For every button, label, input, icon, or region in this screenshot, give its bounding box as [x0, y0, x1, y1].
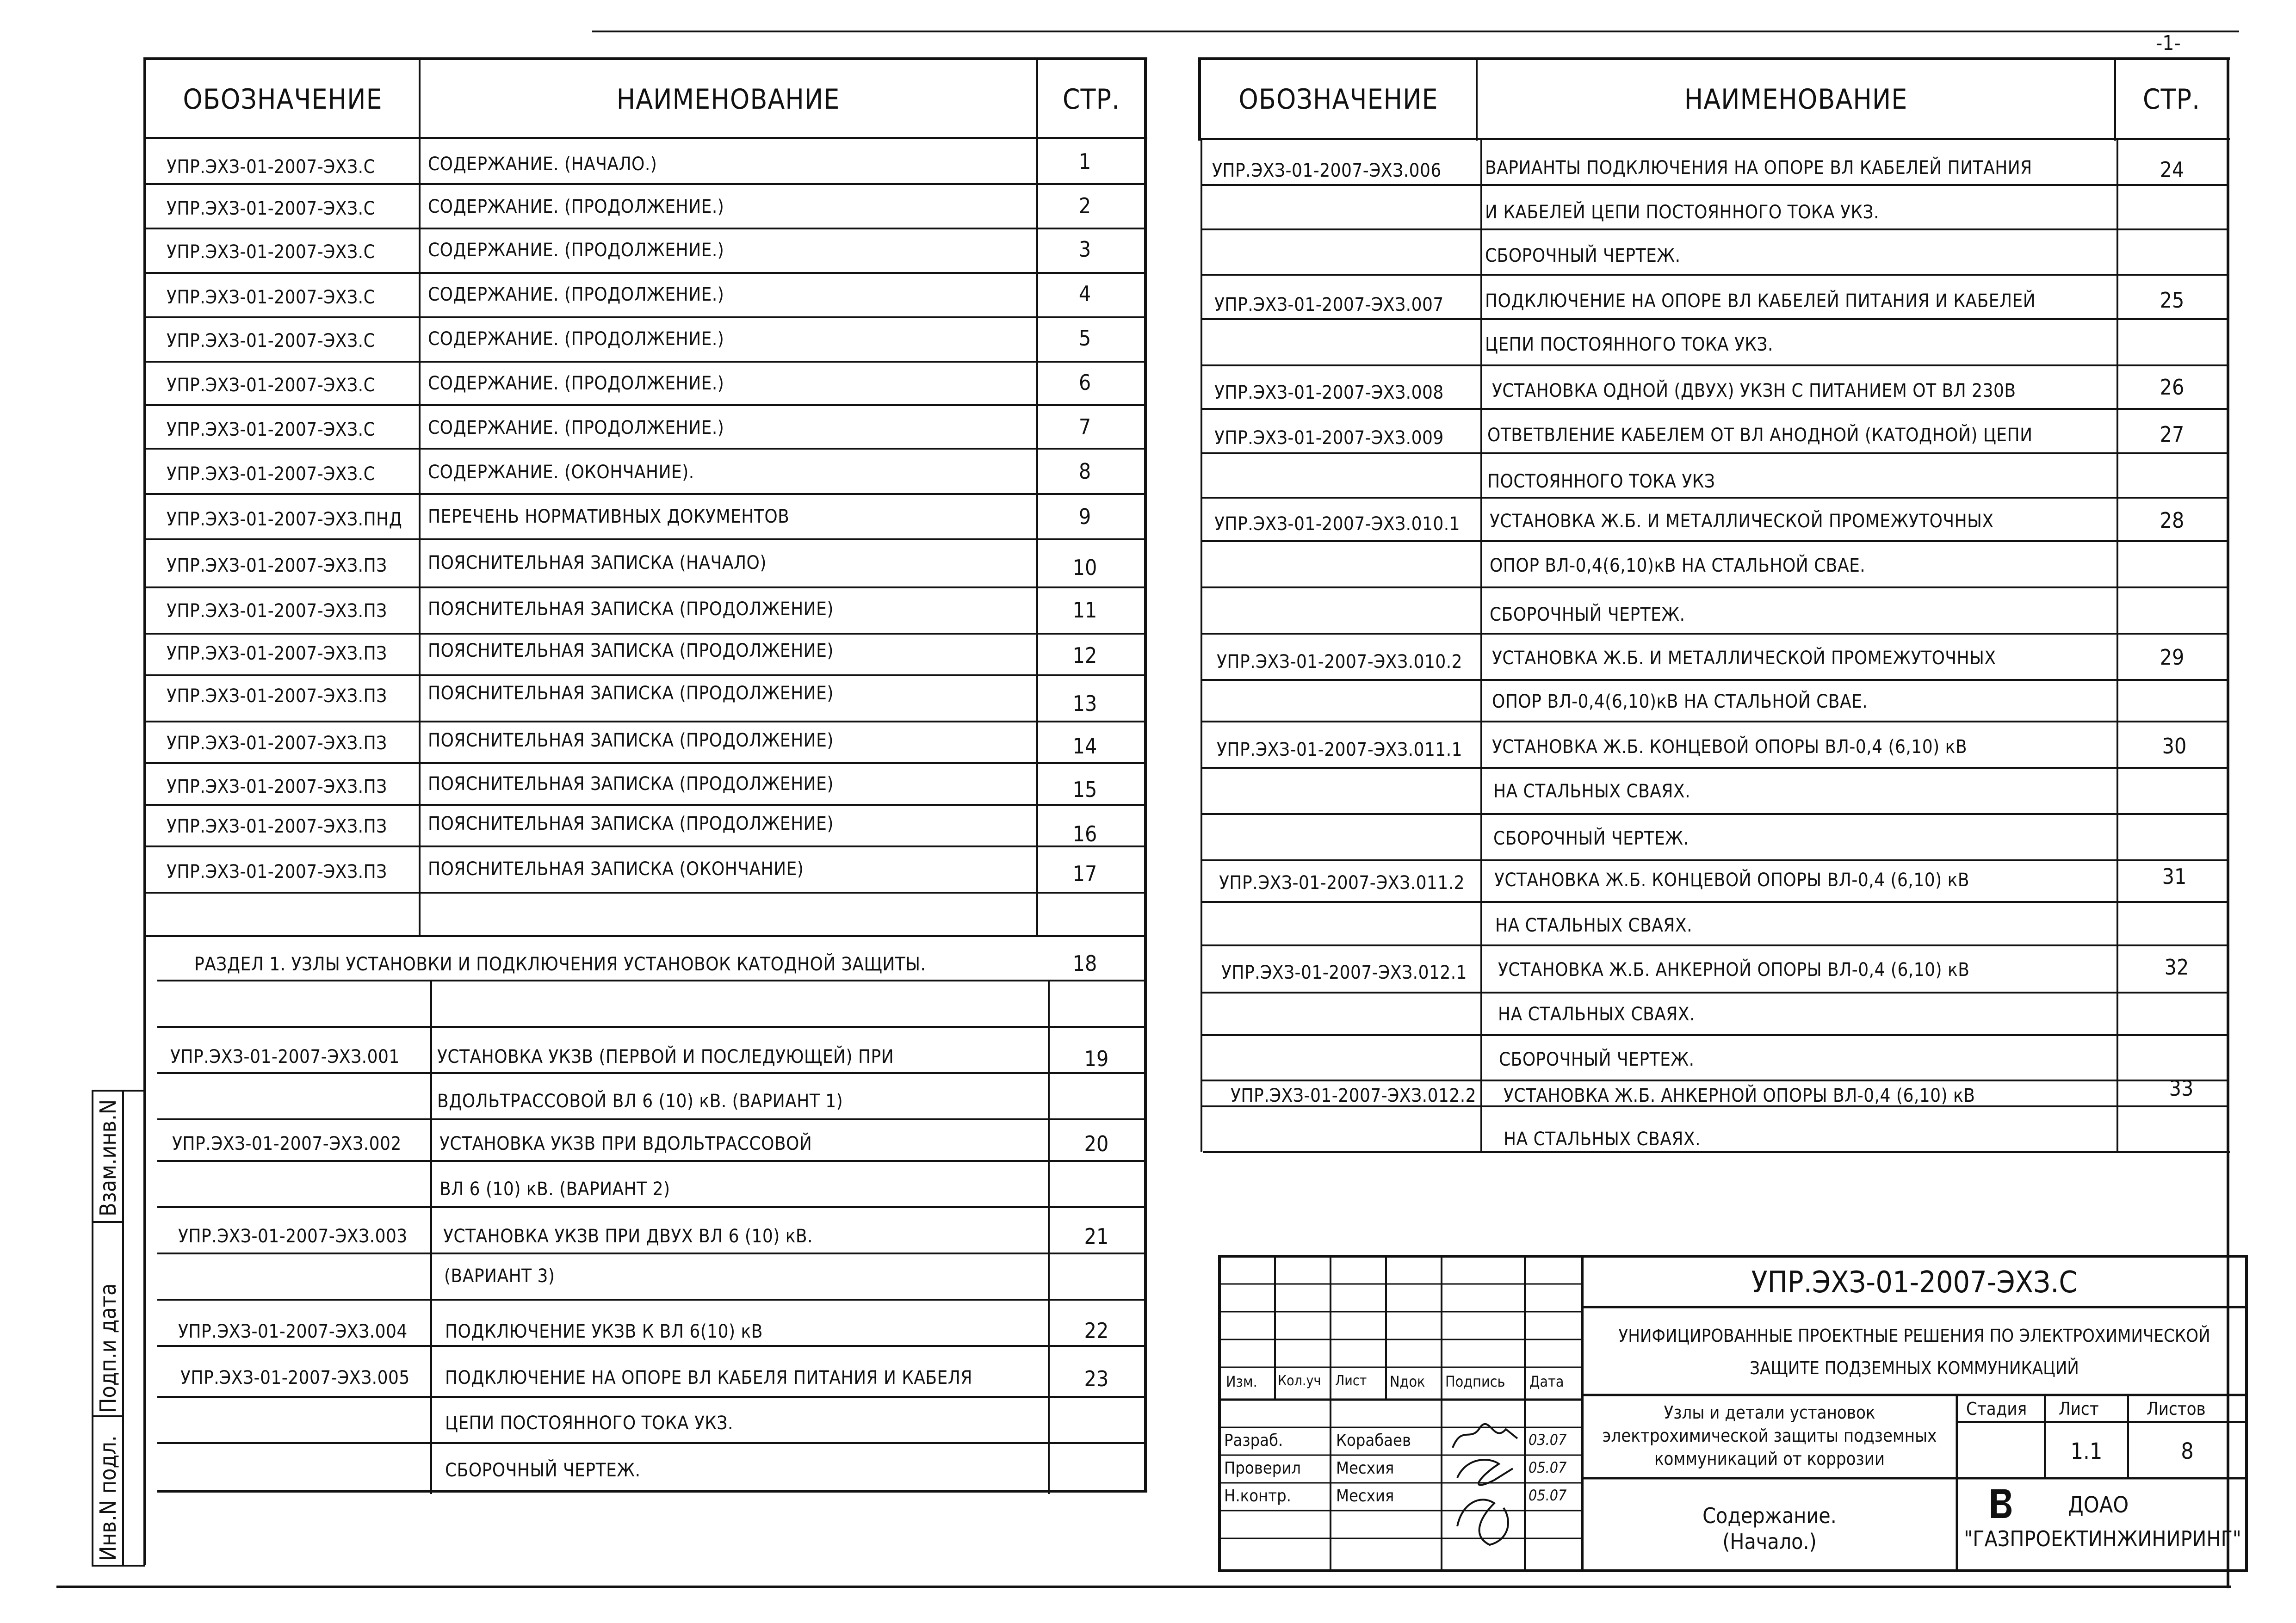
left-row-page: 10: [1072, 555, 1097, 580]
subject-line2: электрохимической защиты подземных: [1602, 1426, 1937, 1446]
project-title-line2: ЗАЩИТЕ ПОДЗЕМНЫХ КОММУНИКАЦИЙ: [1750, 1358, 2079, 1378]
right-row-name: ОПОР ВЛ-0,4(6,10)кВ НА СТАЛЬНОЙ СВАЕ.: [1490, 555, 1866, 576]
left-row-name: СОДЕРЖАНИЕ. (ПРОДОЛЖЕНИЕ.): [428, 240, 724, 261]
left-row-page: 7: [1078, 414, 1091, 439]
page-number: -1-: [2156, 31, 2181, 55]
right-row-name: УСТАНОВКА Ж.Б. АНКЕРНОЙ ОПОРЫ ВЛ-0,4 (6,10) кВ: [1504, 1085, 1975, 1106]
left-row-code: УПР.ЭХЗ-01-2007-ЭХЗ.С: [167, 419, 376, 440]
side-label-podp: Подп.и дата: [95, 1283, 121, 1413]
header-page: СТР.: [2142, 83, 2201, 116]
right-row-name: ПОДКЛЮЧЕНИЕ НА ОПОРЕ ВЛ КАБЕЛЕЙ ПИТАНИЯ И КАБЕЛЕЙ: [1485, 290, 2036, 312]
left-row-page: 13: [1072, 691, 1097, 716]
role-label: Проверил: [1224, 1459, 1301, 1478]
right-row-name: ОПОР ВЛ-0,4(6,10)кВ НА СТАЛЬНОЙ СВАЕ.: [1492, 691, 1868, 712]
col-izm: Изм.: [1226, 1373, 1257, 1390]
left-row-page: 9: [1078, 504, 1091, 529]
section-heading: РАЗДЕЛ 1. УЗЛЫ УСТАНОВКИ И ПОДКЛЮЧЕНИЯ УСТАНОВОК КАТОДНОЙ ЗАЩИТЫ.: [194, 954, 926, 975]
sheet-value: 1.1: [2070, 1438, 2103, 1464]
left-row-name: ПОЯСНИТЕЛЬНАЯ ЗАПИСКА (ПРОДОЛЖЕНИЕ): [428, 640, 834, 661]
left-row-page: 5: [1078, 326, 1091, 351]
right-row-page: 31: [2162, 864, 2187, 889]
left-row-code: УПР.ЭХЗ-01-2007-ЭХЗ.ПНД: [167, 509, 402, 530]
left-row-name: ПОЯСНИТЕЛЬНАЯ ЗАПИСКА (ПРОДОЛЖЕНИЕ): [428, 730, 834, 751]
role-label: Разраб.: [1224, 1431, 1283, 1450]
role-date: 05.07: [1529, 1459, 1567, 1476]
role-date: 05.07: [1529, 1487, 1567, 1504]
header-designation: ОБОЗНАЧЕНИЕ: [1238, 83, 1438, 116]
left-row-name: ПОЯСНИТЕЛЬНАЯ ЗАПИСКА (ПРОДОЛЖЕНИЕ): [428, 683, 834, 704]
left-row-name: СОДЕРЖАНИЕ. (ОКОНЧАНИЕ).: [428, 462, 694, 483]
right-row-page: 33: [2169, 1076, 2194, 1101]
left-row-name: ПОЯСНИТЕЛЬНАЯ ЗАПИСКА (НАЧАЛО): [428, 552, 767, 574]
right-row-code: УПР.ЭХЗ-01-2007-ЭХЗ.012.2: [1231, 1085, 1477, 1106]
left-row-code: УПР.ЭХЗ-01-2007-ЭХЗ.ПЗ: [167, 600, 387, 622]
left-row-code: УПР.ЭХЗ-01-2007-ЭХЗ.003: [178, 1226, 408, 1247]
right-row-code: УПР.ЭХЗ-01-2007-ЭХЗ.010.1: [1214, 513, 1461, 535]
right-row-page: 30: [2162, 734, 2187, 759]
left-row-page: 22: [1084, 1318, 1109, 1343]
left-row-code: УПР.ЭХЗ-01-2007-ЭХЗ.ПЗ: [167, 643, 387, 664]
project-title-line1: УНИФИЦИРОВАННЫЕ ПРОЕКТНЫЕ РЕШЕНИЯ ПО ЭЛЕКТРОХИМИЧЕСКОЙ: [1618, 1326, 2210, 1346]
left-row-code: УПР.ЭХЗ-01-2007-ЭХЗ.С: [167, 198, 376, 219]
left-row-page: 15: [1072, 777, 1097, 802]
left-row-name: ПОЯСНИТЕЛЬНАЯ ЗАПИСКА (ПРОДОЛЖЕНИЕ): [428, 773, 834, 795]
left-row-page: 17: [1072, 861, 1097, 886]
right-row-name: УСТАНОВКА Ж.Б. И МЕТАЛЛИЧЕСКОЙ ПРОМЕЖУТОЧНЫХ: [1490, 511, 1994, 532]
org-name-line2: "ГАЗПРОЕКТИНЖИНИРИНГ": [1964, 1526, 2241, 1551]
right-row-name: СБОРОЧНЫЙ ЧЕРТЕЖ.: [1493, 828, 1689, 849]
right-row-name: СБОРОЧНЫЙ ЧЕРТЕЖ.: [1490, 604, 1685, 625]
left-row-page: 16: [1072, 821, 1097, 846]
role-name: Корабаев: [1336, 1431, 1411, 1450]
left-row-page: 2: [1078, 193, 1091, 218]
right-row-name: И КАБЕЛЕЙ ЦЕПИ ПОСТОЯННОГО ТОКА УКЗ.: [1485, 202, 1879, 223]
sheets-value: 8: [2181, 1438, 2194, 1464]
right-row-code: УПР.ЭХЗ-01-2007-ЭХЗ.011.1: [1217, 739, 1463, 760]
company-logo-icon: [1987, 1487, 2015, 1520]
right-row-name: УСТАНОВКА ОДНОЙ (ДВУХ) УКЗН С ПИТАНИЕМ ОТ ВЛ 230В: [1492, 380, 2016, 401]
right-row-name: НА СТАЛЬНЫХ СВАЯХ.: [1498, 1004, 1695, 1025]
left-row-code: УПР.ЭХЗ-01-2007-ЭХЗ.ПЗ: [167, 685, 387, 707]
left-row-name: ЦЕПИ ПОСТОЯННОГО ТОКА УКЗ.: [445, 1413, 733, 1434]
col-ndok: Nдок: [1390, 1373, 1425, 1390]
right-row-code: УПР.ЭХЗ-01-2007-ЭХЗ.008: [1214, 382, 1444, 403]
side-label-inv: Инв.N подл.: [95, 1435, 121, 1561]
header-page: СТР.: [1062, 83, 1120, 116]
sheets-label: Листов: [2147, 1399, 2206, 1419]
left-row-code: УПР.ЭХЗ-01-2007-ЭХЗ.С: [167, 287, 376, 308]
right-row-code: УПР.ЭХЗ-01-2007-ЭХЗ.012.1: [1221, 962, 1467, 983]
right-row-name: ПОСТОЯННОГО ТОКА УКЗ: [1487, 471, 1715, 492]
left-row-code: УПР.ЭХЗ-01-2007-ЭХЗ.ПЗ: [167, 816, 387, 837]
right-row-page: 27: [2160, 422, 2185, 447]
left-row-name: ПЕРЕЧЕНЬ НОРМАТИВНЫХ ДОКУМЕНТОВ: [428, 506, 790, 527]
col-list: Лист: [1335, 1373, 1367, 1389]
right-row-page: 24: [2160, 157, 2185, 182]
right-row-page: 26: [2160, 375, 2185, 400]
content-title-line2: (Начало.): [1722, 1529, 1817, 1554]
left-row-page: 14: [1072, 734, 1097, 759]
right-row-name: СБОРОЧНЫЙ ЧЕРТЕЖ.: [1485, 245, 1681, 266]
right-row-name: ОТВЕТВЛЕНИЕ КАБЕЛЕМ ОТ ВЛ АНОДНОЙ (КАТОДНОЙ) ЦЕПИ: [1487, 425, 2033, 446]
left-row-page: 1: [1078, 149, 1091, 174]
col-data: Дата: [1529, 1373, 1564, 1390]
left-row-name: ВДОЛЬТРАССОВОЙ ВЛ 6 (10) кВ. (ВАРИАНТ 1): [437, 1091, 843, 1112]
role-name: Месхия: [1336, 1487, 1394, 1506]
left-row-code: УПР.ЭХЗ-01-2007-ЭХЗ.001: [170, 1046, 400, 1068]
subject-line1: Узлы и детали установок: [1664, 1402, 1875, 1423]
left-row-page: 6: [1078, 370, 1091, 395]
left-row-code: УПР.ЭХЗ-01-2007-ЭХЗ.005: [180, 1367, 410, 1388]
left-row-name: УСТАНОВКА УКЗВ ПРИ ДВУХ ВЛ 6 (10) кВ.: [443, 1226, 813, 1247]
left-row-code: УПР.ЭХЗ-01-2007-ЭХЗ.С: [167, 156, 376, 178]
left-row-name: СОДЕРЖАНИЕ. (ПРОДОЛЖЕНИЕ.): [428, 417, 724, 438]
right-row-name: ЦЕПИ ПОСТОЯННОГО ТОКА УКЗ.: [1485, 334, 1773, 355]
left-row-code: УПР.ЭХЗ-01-2007-ЭХЗ.ПЗ: [167, 776, 387, 797]
left-row-code: УПР.ЭХЗ-01-2007-ЭХЗ.002: [172, 1133, 402, 1154]
left-row-name: ПОДКЛЮЧЕНИЕ УКЗВ К ВЛ 6(10) кВ: [445, 1321, 763, 1342]
left-row-page: 4: [1078, 281, 1091, 306]
right-row-name: УСТАНОВКА Ж.Б. И МЕТАЛЛИЧЕСКОЙ ПРОМЕЖУТОЧНЫХ: [1492, 648, 1996, 669]
right-row-name: НА СТАЛЬНЫХ СВАЯХ.: [1495, 915, 1692, 936]
col-podpis: Подпись: [1445, 1373, 1505, 1390]
left-row-name: СБОРОЧНЫЙ ЧЕРТЕЖ.: [445, 1460, 641, 1481]
right-row-name: УСТАНОВКА Ж.Б. АНКЕРНОЙ ОПОРЫ ВЛ-0,4 (6,10) кВ: [1498, 959, 1970, 981]
right-row-code: УПР.ЭХЗ-01-2007-ЭХЗ.007: [1214, 294, 1444, 315]
left-row-name: УСТАНОВКА УКЗВ (ПЕРВОЙ И ПОСЛЕДУЮЩЕЙ) ПРИ: [437, 1046, 894, 1068]
left-row-page: 19: [1084, 1046, 1109, 1071]
left-row-code: УПР.ЭХЗ-01-2007-ЭХЗ.ПЗ: [167, 733, 387, 754]
header-name: НАИМЕНОВАНИЕ: [616, 83, 840, 116]
left-row-page: 23: [1084, 1366, 1109, 1391]
right-row-page: 29: [2160, 645, 2185, 670]
section-page: 18: [1072, 951, 1097, 976]
role-date: 03.07: [1529, 1431, 1567, 1449]
left-row-name: ПОЯСНИТЕЛЬНАЯ ЗАПИСКА (ПРОДОЛЖЕНИЕ): [428, 813, 834, 834]
left-row-name: СОДЕРЖАНИЕ. (ПРОДОЛЖЕНИЕ.): [428, 373, 724, 394]
left-row-page: 12: [1072, 643, 1097, 668]
left-row-name: УСТАНОВКА УКЗВ ПРИ ВДОЛЬТРАССОВОЙ: [439, 1133, 812, 1154]
left-row-page: 21: [1084, 1224, 1109, 1249]
right-row-name: СБОРОЧНЫЙ ЧЕРТЕЖ.: [1499, 1049, 1695, 1070]
left-row-code: УПР.ЭХЗ-01-2007-ЭХЗ.ПЗ: [167, 861, 387, 882]
right-row-page: 28: [2160, 508, 2185, 533]
left-row-name: ПОЯСНИТЕЛЬНАЯ ЗАПИСКА (ОКОНЧАНИЕ): [428, 858, 804, 880]
right-row-name: ВАРИАНТЫ ПОДКЛЮЧЕНИЯ НА ОПОРЕ ВЛ КАБЕЛЕЙ ПИТАНИЯ: [1485, 157, 2032, 179]
left-row-code: УПР.ЭХЗ-01-2007-ЭХЗ.ПЗ: [167, 555, 387, 576]
right-row-page: 25: [2160, 288, 2185, 313]
org-name-line1: ДОАО: [2068, 1492, 2129, 1518]
role-label: Н.контр.: [1224, 1487, 1291, 1506]
left-row-name: СОДЕРЖАНИЕ. (ПРОДОЛЖЕНИЕ.): [428, 284, 724, 305]
right-row-page: 32: [2164, 955, 2189, 980]
left-row-page: 3: [1078, 237, 1091, 262]
left-row-code: УПР.ЭХЗ-01-2007-ЭХЗ.С: [167, 241, 376, 263]
left-row-name: СОДЕРЖАНИЕ. (ПРОДОЛЖЕНИЕ.): [428, 328, 724, 350]
left-row-page: 8: [1078, 459, 1091, 484]
right-row-name: НА СТАЛЬНЫХ СВАЯХ.: [1493, 781, 1690, 802]
left-row-name: СОДЕРЖАНИЕ. (ПРОДОЛЖЕНИЕ.): [428, 196, 724, 217]
left-row-code: УПР.ЭХЗ-01-2007-ЭХЗ.С: [167, 463, 376, 485]
left-row-name: (ВАРИАНТ 3): [444, 1265, 555, 1287]
side-label-vzam: Взам.инв.N: [95, 1099, 121, 1216]
right-row-name: НА СТАЛЬНЫХ СВАЯХ.: [1504, 1129, 1701, 1150]
header-designation: ОБОЗНАЧЕНИЕ: [183, 83, 383, 116]
left-row-page: 20: [1084, 1131, 1109, 1156]
left-row-code: УПР.ЭХЗ-01-2007-ЭХЗ.С: [167, 375, 376, 396]
left-row-code: УПР.ЭХЗ-01-2007-ЭХЗ.С: [167, 330, 376, 352]
subject-line3: коммуникаций от коррозии: [1654, 1449, 1885, 1469]
right-row-code: УПР.ЭХЗ-01-2007-ЭХЗ.006: [1212, 160, 1442, 181]
role-name: Месхия: [1336, 1459, 1394, 1478]
right-row-code: УПР.ЭХЗ-01-2007-ЭХЗ.011.2: [1219, 872, 1465, 894]
right-row-name: УСТАНОВКА Ж.Б. КОНЦЕВОЙ ОПОРЫ ВЛ-0,4 (6,10) кВ: [1492, 736, 1968, 758]
sheet-label: Лист: [2059, 1399, 2099, 1419]
stage-label: Стадия: [1966, 1399, 2027, 1419]
left-row-code: УПР.ЭХЗ-01-2007-ЭХЗ.004: [178, 1321, 408, 1342]
left-row-name: ВЛ 6 (10) кВ. (ВАРИАНТ 2): [439, 1179, 670, 1200]
left-row-name: СОДЕРЖАНИЕ. (НАЧАЛО.): [428, 154, 657, 175]
header-name: НАИМЕНОВАНИЕ: [1684, 83, 1908, 116]
left-row-page: 11: [1072, 598, 1097, 623]
right-row-name: УСТАНОВКА Ж.Б. КОНЦЕВОЙ ОПОРЫ ВЛ-0,4 (6,10) кВ: [1494, 870, 1970, 891]
content-title-line1: Содержание.: [1702, 1503, 1837, 1528]
left-row-name: ПОЯСНИТЕЛЬНАЯ ЗАПИСКА (ПРОДОЛЖЕНИЕ): [428, 599, 834, 620]
col-kol: Кол.уч: [1278, 1373, 1321, 1389]
doc-code: УПР.ЭХЗ-01-2007-ЭХЗ.С: [1751, 1265, 2078, 1300]
right-row-code: УПР.ЭХЗ-01-2007-ЭХЗ.010.2: [1217, 651, 1463, 673]
left-row-name: ПОДКЛЮЧЕНИЕ НА ОПОРЕ ВЛ КАБЕЛЯ ПИТАНИЯ И КАБЕЛЯ: [445, 1367, 972, 1388]
right-row-code: УПР.ЭХЗ-01-2007-ЭХЗ.009: [1214, 427, 1444, 449]
